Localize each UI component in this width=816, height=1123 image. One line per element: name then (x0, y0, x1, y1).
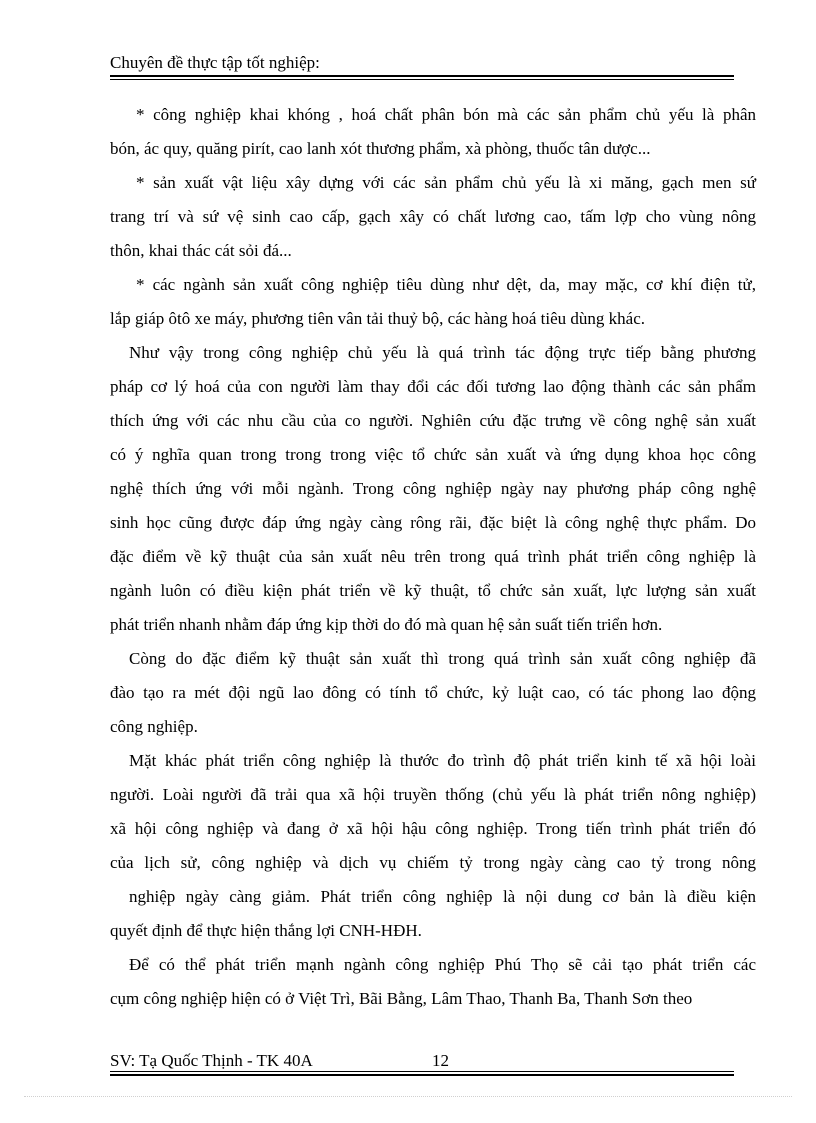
text-line: phát triển nhanh nhằm đáp ứng kịp thời do đó mà quan hệ sản suất tiến triển hơn. (110, 615, 663, 634)
text-line: Mặt khác phát triển công nghiệp là thước đo trình độ phát triển kinh tế xã hội loài (129, 751, 756, 770)
paragraph-bullet-materials (110, 166, 756, 268)
text-line: Còng do đặc điểm kỹ thuật sản xuất thì trong quá trình sản xuất công nghiệp đã (129, 649, 756, 668)
header-rule-thin (110, 79, 734, 80)
header-title: Chuyên đề thực tập tốt nghiệp: (110, 53, 320, 72)
text-line: có ý nghĩa quan trong trong trong việc tổ chức sản xuất và ứng dụng khoa học công (110, 445, 756, 464)
footer-author: SV: Tạ Quốc Thịnh - TK 40A (110, 1051, 313, 1070)
paragraph-bullet-consumer (110, 268, 756, 336)
paragraph-development-measure (110, 744, 756, 948)
footer-rule-thick (110, 1074, 734, 1076)
text-line: trang trí và sứ vệ sinh cao cấp, gạch xây có chất lương cao, tấm lợp cho vùng nông (110, 207, 756, 226)
paragraph-workforce (110, 642, 756, 744)
text-line: Để có thể phát triển mạnh ngành công nghiệp Phú Thọ sẽ cải tạo phát triển các (129, 955, 756, 974)
document-body (110, 98, 756, 1016)
text-line: của lịch sử, công nghiệp và dịch vụ chiếm tỷ trong ngày càng cao tỷ trong nông (110, 853, 756, 872)
text-line: quyết định để thực hiện thắng lợi CNH-HĐH. (110, 921, 422, 940)
text-line: thôn, khai thác cát sỏi đá... (110, 241, 292, 260)
page-number: 12 (432, 1051, 449, 1070)
text-line: bón, ác quy, quăng pirít, cao lanh xót thương phẩm, xà phòng, thuốc tân dược... (110, 139, 651, 158)
text-line: nghiệp ngày càng giảm. Phát triển công nghiệp là nội dung cơ bản là điều kiện (129, 887, 756, 906)
paragraph-bullet-chemical (110, 98, 756, 166)
text-line: nghệ thích ứng với mỗi ngành. Trong công nghiệp ngày nay phương pháp công nghệ (110, 479, 756, 498)
text-line: * công nghiệp khai khóng , hoá chất phân bón mà các sản phẩm chủ yếu là phân (136, 105, 756, 124)
text-line: Như vậy trong công nghiệp chủ yếu là quá trình tác động trực tiếp bằng phương (129, 343, 756, 362)
text-line: đào tạo ra mét đội ngũ lao đông có tính tổ chức, kỷ luật cao, có tác phong lao động (110, 683, 756, 702)
footer-rule-thin (110, 1071, 734, 1072)
text-line: sinh học cũng được đáp ứng ngày càng rông rãi, đặc biệt là công nghệ thực phẩm. Do (110, 513, 756, 532)
text-line: * sản xuất vật liệu xây dựng với các sản phẩm chủ yếu là xi măng, gạch men sứ (136, 173, 756, 192)
text-line: * các ngành sản xuất công nghiệp tiêu dùng như dệt, da, may mặc, cơ khí điện tử, (136, 275, 756, 294)
paragraph-phu-tho-plan (110, 948, 756, 1016)
header-rule-thick (110, 75, 734, 77)
paragraph-industry-process (110, 336, 756, 642)
text-line: thích ứng với các nhu cầu của co người. Nghiên cứu đặc trưng về công nghệ sản xuất (110, 411, 756, 430)
text-line: ngành luôn có điều kiện phát triển về kỹ thuật, tổ chức sản xuất, lực lượng sản xuất (110, 581, 756, 600)
text-line: pháp cơ lý hoá của con người làm thay đổi các đối tương lao động thành các sản phẩm (110, 377, 756, 396)
page-edge-dotted-line (24, 1096, 792, 1097)
text-line: đặc điểm về kỹ thuật của sản xuất nêu trên trong quá trình phát triển công nghiệp là (110, 547, 756, 566)
text-line: người. Loài người đã trải qua xã hội truyền thống (chủ yếu là phát triển nông nghiệp) (110, 785, 756, 804)
text-line: xã hội công nghiệp và đang ở xã hội hậu công nghiệp. Trong tiến trình phát triển đó (110, 819, 756, 838)
text-line: lắp giáp ôtô xe máy, phương tiên vân tải thuỷ bộ, các hàng hoá tiêu dùng khác. (110, 309, 645, 328)
text-line: cụm công nghiệp hiện có ở Việt Trì, Bãi Bằng, Lâm Thao, Thanh Ba, Thanh Sơn theo (110, 989, 693, 1008)
text-line: công nghiệp. (110, 717, 198, 736)
page-header (110, 52, 734, 74)
